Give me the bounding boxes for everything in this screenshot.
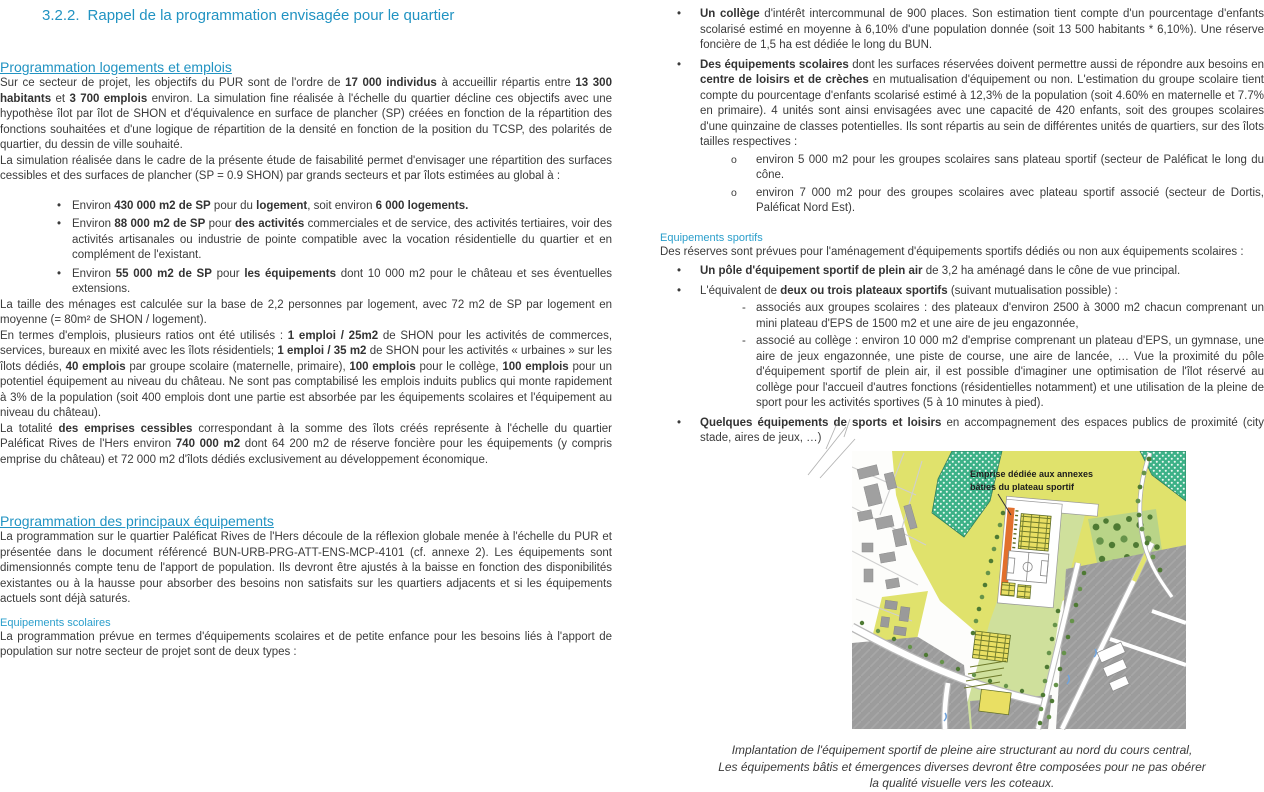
list-item-college <box>660 7 1264 54</box>
right-column <box>660 3 1264 792</box>
paragraph-programmation: La programmation sur le quartier Paléficat Rives de l'Hers découle de la réflexion globale menée à l'échelle du PUR et présentée dans le document référencé BUN-URB-PRG-ATT-ENS-MCP-4101 (cf. annexe 2). Les équipements sont dimensionnés compte tenu de l'apport de population. Ils devront être ajustés à la baisse en fonction des disponibilités existantes ou à la hausse pour absorber des besoins non satisfaits sur les quartiers adjacents et si les équipements actuels sont déjà saturés. <box>0 531 612 605</box>
list-item-sports-loisirs <box>660 416 1264 447</box>
small-court-1 <box>1001 582 1015 596</box>
ilots-sub-list <box>700 153 1264 217</box>
list-item-pole-sportif <box>660 264 1264 280</box>
list-item-plateaux <box>660 284 1264 412</box>
caption-line: Implantation de l'équipement sportif de pleine aire structurant au nord du cours central, <box>731 743 1193 757</box>
sportifs-bullet-list <box>660 264 1264 447</box>
left-column <box>0 3 612 792</box>
map-annotation-line2: bâties du plateau sportif <box>970 481 1075 492</box>
plateaux-sub-list <box>700 301 1264 412</box>
section-number: 3.2.2. <box>42 7 80 24</box>
caption-line: la qualité visuelle vers les coteaux. <box>869 776 1055 790</box>
sketch-lines <box>800 415 870 481</box>
section-title-text: Rappel de la programmation envisagée pour le quartier <box>87 7 455 24</box>
subheading-equipements-sportifs: Equipements sportifs <box>660 231 763 244</box>
list-item-equipements: • Environ 55 000 m2 de SP pour les équipements dont 10 000 m2 pour le château et ses éventuelles extensions. <box>52 267 612 298</box>
paragraph-simulation: La simulation réalisée dans le cadre de la présente étude de faisabilité permet d'envisager une répartition des surfaces cessibles et des surfaces de plancher (SP = 0.9 SHON) par grands secteurs et par îlots estimées au global à : <box>0 154 612 182</box>
subheading-equipements-scolaires: Equipements scolaires <box>0 616 111 629</box>
list-item-text: Un pôle d'équipement sportif de plein air de 3,2 ha aménagé dans le cône de vue principal. <box>700 265 1181 277</box>
list-item-text: L'équivalent de deux ou trois plateaux sportifs (suivant mutualisation possible) : <box>700 284 1118 297</box>
paragraph-reserves: Des réserves sont prévues pour l'aménagement d'équipements sportifs dédiés ou non aux équipements scolaires : <box>660 245 1244 258</box>
list-item-plateaux-scolaires: - associés aux groupes scolaires : des plateaux d'environ 2500 à 3000 m2 chacun comprenant un mini plateau d'EPS de 1500 m2 et une aire de jeu engazonnée, <box>700 301 1264 332</box>
site-plan-map <box>852 451 1186 730</box>
list-item-5000m2: o environ 5 000 m2 pour les groupes scolaires sans plateau sportif (secteur de Paléficat le long du cône. <box>700 153 1264 184</box>
list-item-equipements-scolaires <box>660 58 1264 217</box>
paragraph-objectifs: Sur ce secteur de projet, les objectifs du PUR sont de l'ordre de 17 000 individus à accueillir répartis entre 13 300 habitants et 3 700 emplois environ. La simulation fine réalisée à l'échelle du quartier décline ces objectifs avec une hypothèse îlot par îlot de SHON et d'équivalence en surface de plancher (SP) créées en fonction de la répartition des fonctions souhaitées et d'une logique de répartition de la densité en fonction de la position du TCSP, des polarités de quartier, du dessin de ville souhaité. <box>0 77 613 151</box>
list-item-text: Des équipements scolaires dont les surfaces réservées doivent permettre aussi de répondre aux besoins en centre de loisirs et de crèches en mutualisation d'équipement ou non. L'estimation du groupe scolaire tient compte du pourcentage d'enfants scolarisé estimé à 12,3% de la population (soit 4.60% en maternelle et 7.7% en primaire). 4 unités sont ainsi envisagées avec une capacité de 420 enfants, soit des groupes scolaires d'une quinzaine de classes potentielles. Ils sont répartis au sein de différentes unités de quartiers, sur des îlots tailles respectives : <box>700 58 1264 148</box>
small-court-2 <box>1017 584 1031 598</box>
heading-principaux-equipements: Programmation des principaux équipements <box>0 513 274 529</box>
map-annotation-line1: Emprise dédiée aux annexes <box>970 468 1094 479</box>
list-item-activites: • Environ 88 000 m2 de SP pour des activités commerciales et de service, des activités tertiaires, voir des activités artisanales ou industrie de pointe compatible avec la vocation résidentielle du quartier et en complément de l'existant. <box>52 217 612 264</box>
paragraph-emplois: En termes d'emplois, plusieurs ratios ont été utilisés : 1 emploi / 25m2 de SHON pour les activités de commerces, services, bureaux en mixité avec les îlots résidentiels; 1 emploi / 35 m2 de SHON pour les activités « urbaines » sur les îlots dédiés, 40 emplois par groupe scolaire (maternelle, primaire), 100 emplois pour le collège, 100 emplois pour un potentiel équipement au niveau du château. Ne sont pas comptabilisé les emplois induits publics qui monte rapidement à 3% de la population (soit 400 emplois dont une partie est absorbée par les équipements scolaires et l'équipement au niveau du château). <box>0 329 613 419</box>
figure-caption <box>660 742 1264 792</box>
list-item-plateau-college: - associé au collège : environ 10 000 m2 d'emprise comprenant un plateau d'EPS, un gymnase, une aire de jeux engazonnée, une piste de course, une aire de lancée, … Vue la proximité du pôle d'équipement sportif de plein air, il est possible d'imaginer une optimisation de l'îlot réservé au collège pour l'accueil d'autres fonctions (résidentielles notamment) et une utilisation de la pleine de sport pour les activités sportives (5 à 10 minutes à pied). <box>700 334 1264 412</box>
paragraph-scolaires-intro: La programmation prévue en termes d'équipements scolaires et de petite enfance pour les besoins liés à l'apport de population sur notre secteur de projet sont de deux types : <box>0 630 612 658</box>
soccer-pitch <box>1006 550 1048 582</box>
paragraph-emprises: La totalité des emprises cessibles correspondant à la somme des îlots créés représente à l'échelle du quartier Paléficat Rives de l'Hers environ 740 000 m2 dont 64 200 m2 de réserve foncière pour les équipements (y compris emprise du château) et 72 000 m2 d'îlots dédiés exclusivement au développement économique. <box>0 422 613 466</box>
caption-line: Les équipements bâtis et émergences diverses devront être composées pour ne pas obérer <box>718 759 1206 774</box>
surfaces-bullet-list <box>0 199 612 298</box>
heading-logements-emplois: Programmation logements et emplois <box>0 59 232 75</box>
hatched-court <box>1018 513 1051 550</box>
site-plan-figure <box>852 451 1186 736</box>
list-item-logement: • Environ 430 000 m2 de SP pour du logement, soit environ 6 000 logements. <box>52 199 612 215</box>
scolaires-bullet-list <box>660 7 1264 217</box>
list-item-text: Un collège d'intérêt intercommunal de 900 places. Son estimation tient compte d'un pourcentage d'enfants scolarisé estimé en moyenne à 6,10% d'une population donnée (soit 13 500 habitants * 6,10%). Une réserve foncière de 1,5 ha est dédiée le long du BUN. <box>700 8 1264 51</box>
list-item-7000m2: o environ 7 000 m2 pour des groupes scolaires avec plateau sportif associé (secteur de Dortis, Paléficat Nord Est). <box>700 186 1264 217</box>
list-item-text: Quelques équipements de sports et loisirs en accompagnement des espaces publics de proximité (city stade, aires de jeux, …) <box>700 416 1264 444</box>
paragraph-menages: La taille des ménages est calculée sur la base de 2,2 personnes par logement, avec 72 m2 de SP par logement en moyenne (= 80m² de SHON / logement). <box>0 298 612 326</box>
section-heading <box>42 6 612 25</box>
